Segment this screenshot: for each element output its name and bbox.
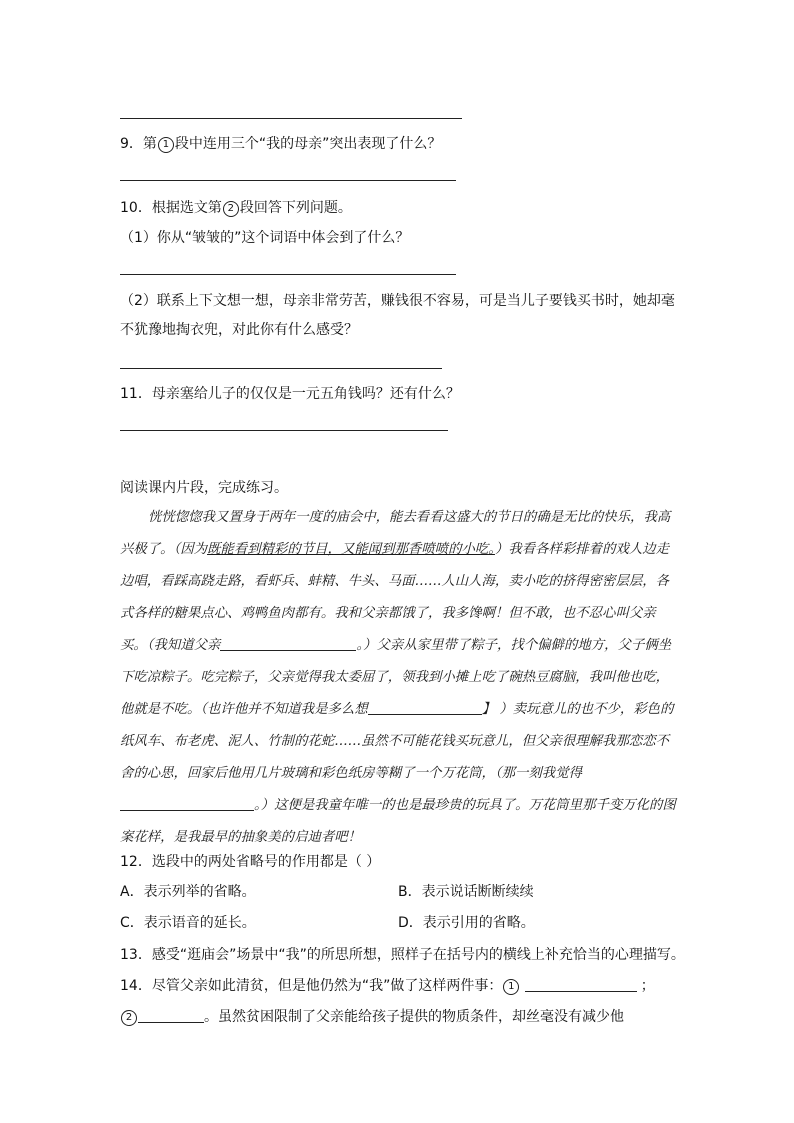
question-12: 12．选段中的两处省略号的作用都是（ ） (120, 854, 381, 870)
question-10-sub2-line2: 不犹豫地掏衣兜，对此你有什么感受？ (120, 322, 358, 338)
fill-blank-14-2[interactable] (138, 1008, 204, 1023)
question-10-sub2-line1: （2）联系上下文想一想，母亲非常劳苦，赚钱很不容易，可是当儿子要钱买书时，她却毫 (120, 293, 675, 309)
fill-blank-1[interactable] (220, 636, 356, 651)
answer-line-9[interactable] (120, 180, 456, 181)
circled-number-1: 1 (503, 979, 519, 995)
reading-passage: 恍恍惚惚我又置身于两年一度的庙会中，能去看看这盛大的节日的确是无比的快乐，我高兴极了。（因为既能看到精彩的节目，又能闻到那香喷喷的小吃。）我看各样彩排着的戏人边走边唱，看踩高跷走路，看虾兵、蚌精、牛头、马面……人山人海，卖小吃的挤得密密层层，各式各样的糖果点心、鸡鸭鱼肉都有。我和父亲都饿了，我多馋啊！但不敢，也不忍心叫父亲买。（我知道父亲 。）父亲从家里带了粽子，找个偏僻的地方，父子俩坐下吃凉粽子。吃完粽子，父亲觉得我太委屈了，领我到小摊上吃了碗热豆腐脑，我叫他也吃，他就是不吃。（也许他并不知道我是多么想 】 ）卖玩意儿的也不少，彩色的纸风车、布老虎、泥人、竹制的花蛇……虽然不可能花钱买玩意儿，但父亲很理解我那恋恋不舍的心思，回家后他用几片玻璃和彩色纸房等糊了一个万花筒，（那一刻我觉得。）这便是我童年唯一的也是最珍贵的玩具了。万花筒里那千变万化的图案花样，是我最早的抽象美的启迪者吧！ (120, 510, 676, 845)
question-11: 11．母亲塞给儿子的仅仅是一元五角钱吗？还有什么？ (120, 386, 460, 402)
fill-blank-2[interactable] (368, 700, 482, 715)
question-10-sub1: （1）你从“皱皱的”这个词语中体会到了什么？ (120, 230, 410, 246)
question-9: 9．第 1 段中连用三个“我的母亲”突出表现了什么？ (120, 136, 442, 152)
option-a[interactable]: A．表示列举的省略。 (120, 884, 256, 900)
circled-number-1: 1 (158, 137, 174, 153)
question-14-line2: 2 。虽然贫困限制了父亲能给孩子提供的物质条件，却丝毫没有减少他 (120, 1007, 624, 1027)
circled-number-2: 2 (223, 201, 239, 217)
answer-line-8[interactable] (120, 118, 462, 119)
answer-line-10-1[interactable] (120, 274, 456, 275)
underlined-sentence: 既能看到精彩的节目，又能闻到那香喷喷的小吃。 (207, 542, 495, 557)
option-b[interactable]: B．表示说话断断续续 (398, 884, 534, 900)
question-13: 13．感受“逛庙会”场景中“我”的所思所想，照样子在括号内的横线上补充恰当的心理描写。 (120, 947, 685, 963)
answer-line-10-2[interactable] (120, 368, 442, 369)
option-d[interactable]: D．表示引用的省略。 (398, 915, 535, 931)
fill-blank-14-1[interactable] (525, 977, 637, 992)
question-10: 10．根据选文第 2 段回答下列问题。 (120, 200, 352, 216)
section-title: 阅读课内片段，完成练习。 (120, 480, 288, 496)
question-14-line1: 14．尽管父亲如此清贫，但是他仍然为“我”做了这样两件事： 1 ； (120, 978, 655, 994)
fill-blank-3[interactable] (120, 796, 254, 811)
answer-line-11[interactable] (120, 430, 448, 431)
circled-number-2: 2 (121, 1010, 137, 1026)
option-c[interactable]: C．表示语音的延长。 (120, 915, 256, 931)
